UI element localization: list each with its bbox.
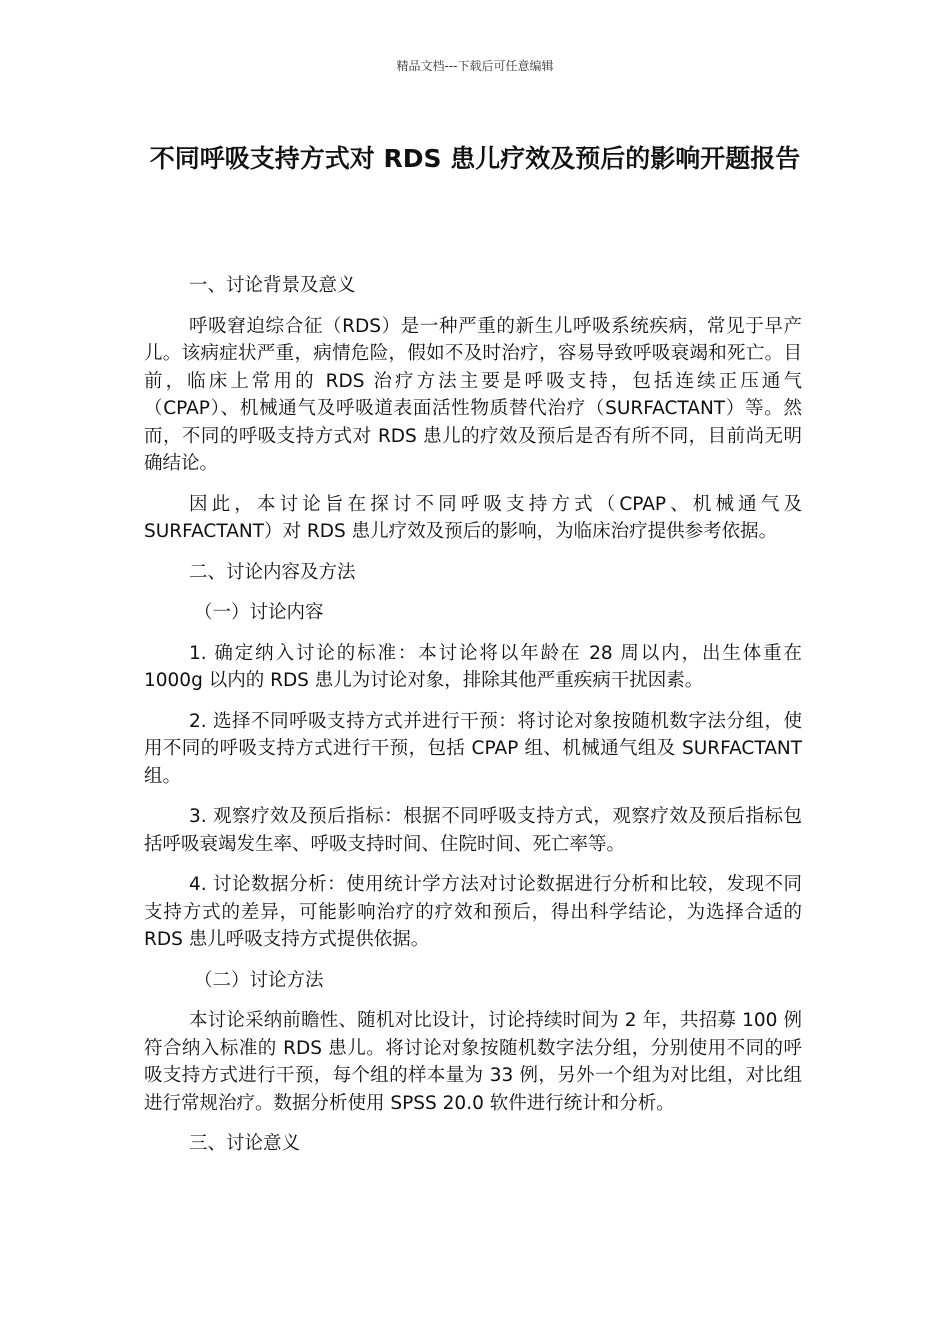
list-item-criteria: 1. 确定纳入讨论的标准：本讨论将以年龄在 28 周以内，出生体重在 1000g 以内的 RDS 患儿为讨论对象，排除其他严重疾病干扰因素。 (144, 642, 802, 691)
document-title: 不同呼吸支持方式对 RDS 患儿疗效及预后的影响开题报告 (149, 144, 801, 173)
document-body (144, 272, 802, 1171)
header-note: 精品文档---下载后可任意编辑 (396, 59, 554, 73)
list-item-indicators: 3. 观察疗效及预后指标：根据不同呼吸支持方式，观察疗效及预后指标包括呼吸衰竭发生率、呼吸支持时间、住院时间、死亡率等。 (144, 806, 802, 855)
list-item-intervention: 2. 选择不同呼吸支持方式并进行干预：将讨论对象按随机数字法分组，使用不同的呼吸支持方式进行干预，包括 CPAP 组、机械通气组及 SURFACTANT 组。 (144, 710, 802, 787)
list-item-analysis: 4. 讨论数据分析：使用统计学方法对讨论数据进行分析和比较，发现不同支持方式的差异，可能影响治疗的疗效和预后，得出科学结论，为选择合适的 RDS 患儿呼吸支持方式提供依据。 (144, 874, 802, 950)
paragraph-background: 呼吸窘迫综合征（RDS）是一种严重的新生儿呼吸系统疾病，常见于早产儿。该病症状严重，病情危险，假如不及时治疗，容易导致呼吸衰竭和死亡。目前，临床上常用的 RDS 治疗方法主要是呼吸支持，包括连续正压通气（CPAP）、机械通气及呼吸道表面活性物质替代治疗（SURFACTANT）等。然而，不同的呼吸支持方式对 RDS 患儿的疗效及预后是否有所不同，目前尚无明确结论。 (144, 315, 802, 474)
section-heading-significance: 三、讨论意义 (189, 1133, 301, 1154)
section-heading-content-methods: 二、讨论内容及方法 (189, 561, 356, 583)
subheading-content: （一）讨论内容 (194, 602, 324, 623)
section-heading-background: 一、讨论背景及意义 (189, 275, 356, 296)
paragraph-methods: 本讨论采纳前瞻性、随机对比设计，讨论持续时间为 2 年，共招募 100 例符合纳入标准的 RDS 患儿。将讨论对象按随机数字法分组，分别使用不同的呼吸支持方式进行干预，每个组的样本量为 33 例，另外一个组为对比组，对比组进行常规治疗。数据分析使用 SPSS 20.0 软件进行统计和分析。 (144, 1010, 802, 1114)
subheading-methods: （二）讨论方法 (194, 969, 324, 991)
paragraph-purpose: 因此，本讨论旨在探讨不同呼吸支持方式（CPAP、机械通气及 SURFACTANT）对 RDS 患儿疗效及预后的影响，为临床治疗提供参考依据。 (144, 493, 802, 542)
